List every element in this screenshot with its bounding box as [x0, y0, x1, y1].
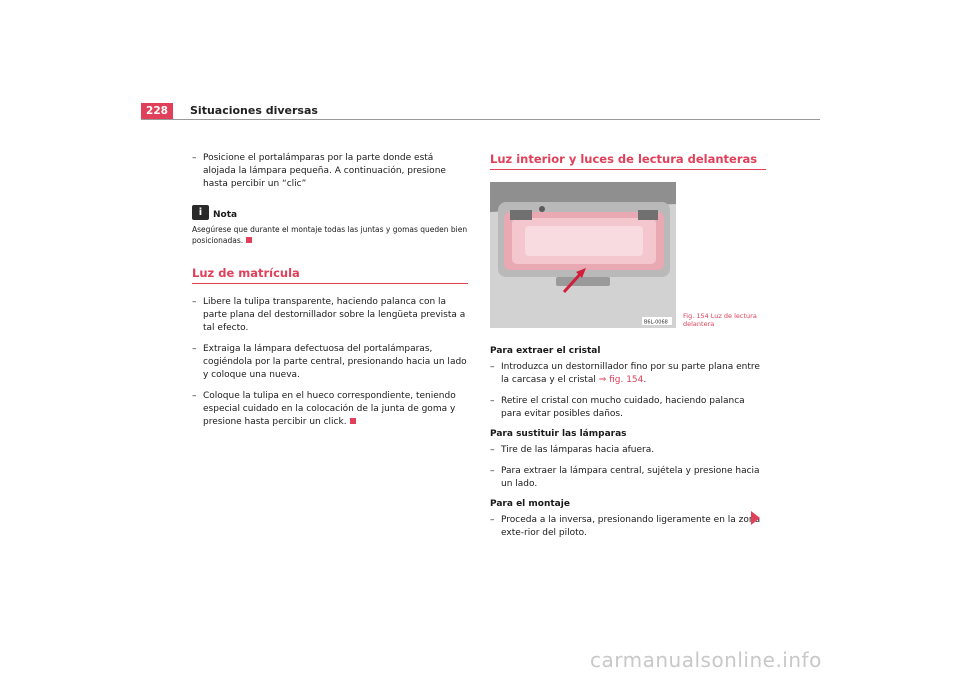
step-item: – Libere la tulipa transparente, haciendo palanca con la parte plana del destornillador sobre la lengüeta prevista a tal efecto. — [192, 297, 466, 333]
subheading: Para sustituir las lámparas — [490, 429, 627, 439]
continue-arrow-icon — [751, 511, 760, 525]
note-header — [192, 205, 468, 220]
step-item: – Extraiga la lámpara defectuosa del portalámparas, cogiéndola por la parte central, presionando hacia un lado y coloque una nueva. — [192, 344, 467, 380]
right-column-body — [490, 346, 766, 548]
note-label: Nota — [213, 210, 238, 220]
figure-reference-link[interactable]: ⇒ fig. 154 — [598, 375, 644, 385]
end-mark-icon — [246, 237, 252, 243]
info-icon: i — [192, 205, 209, 220]
watermark: carmanualsonline.info — [590, 648, 822, 672]
step-item: – Introduzca un destornillador fino por su parte plana entre la carcasa y el cristal ⇒ fig. 154. — [490, 362, 760, 385]
note-text: Asegúrese que durante el montaje todas las juntas y gomas queden bien posicionadas. — [192, 225, 468, 245]
step-item: – Proceda a la inversa, presionando ligeramente en la zona exte-rior del piloto. — [490, 515, 761, 538]
step-item: – Tire de las lámparas hacia afuera. — [490, 445, 655, 455]
header-rule — [141, 119, 820, 120]
subheading: Para extraer el cristal — [490, 346, 601, 356]
figure-caption: Fig. 154 Luz de lectura delantera — [683, 312, 757, 328]
subheading: Para el montaje — [490, 499, 570, 509]
section-title-license-light: Luz de matrícula — [192, 266, 468, 284]
step-item: – Retire el cristal con mucho cuidado, haciendo palanca para evitar posibles daños. — [490, 396, 745, 419]
end-mark-icon — [350, 418, 356, 424]
running-header: Situaciones diversas — [190, 104, 318, 117]
step-item: – Coloque la tulipa en el hueco correspondiente, teniendo especial cuidado en la colocación de la junta de goma y presione hasta percibir un click. — [192, 391, 456, 427]
step-item: – Para extraer la lámpara central, sujétela y presione hacia un lado. — [490, 466, 760, 489]
page-number: 228 — [141, 103, 173, 119]
left-column — [192, 152, 468, 437]
figure-reading-light — [490, 182, 676, 328]
section-title-interior-light: Luz interior y luces de lectura delanteras — [490, 152, 766, 170]
step-item: – Posicione el portalámparas por la parte donde está alojada la lámpara pequeña. A continuación, presione hasta percibir un “clic” — [192, 153, 446, 189]
figure-code: B6L-0068 — [644, 319, 668, 326]
right-column — [490, 152, 766, 182]
reading-light-illustration — [490, 182, 676, 328]
